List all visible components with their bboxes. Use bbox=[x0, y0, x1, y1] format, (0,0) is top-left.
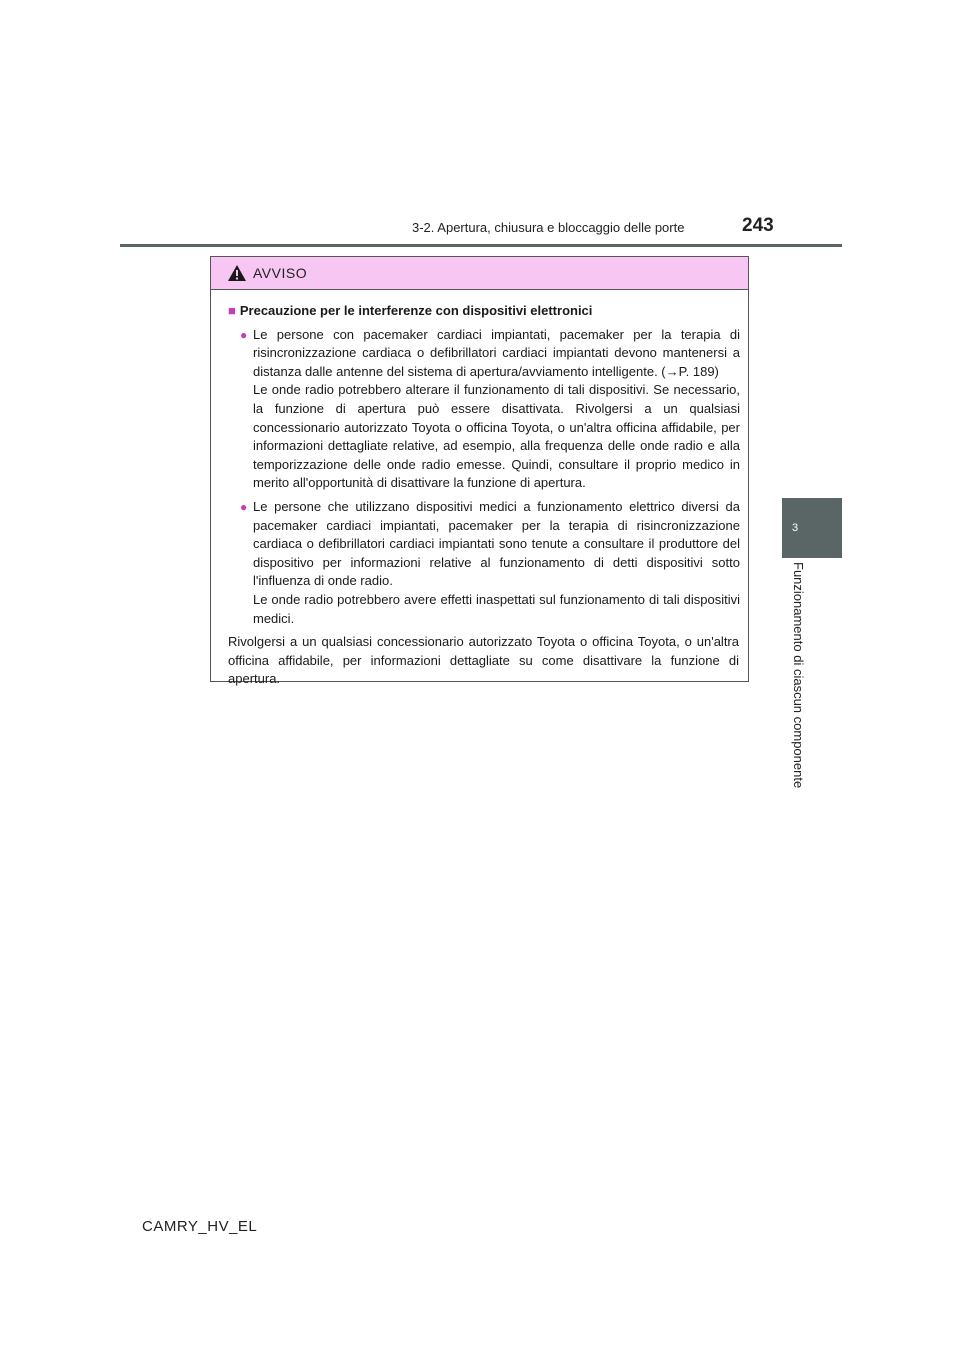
circle-bullet-icon: ● bbox=[240, 327, 248, 342]
bullet-text: Le onde radio potrebbero alterare il funzionamento di tali dispositivi. Se necessario, la funzione di apertura può essere disattivata. Rivolgersi a un qualsiasi concessionario autorizzato Toyota o officina Toyota, o un'altra officina affidabile, per informazioni dettagliate relative, ad esempio, alla frequenza delle onde radio e alla temporizzazione delle onde radio emesse. Quindi, consultare il proprio medico in merito all'opportunità di disattivare la funzione di apertura. bbox=[253, 382, 740, 491]
chapter-number: 3 bbox=[792, 522, 799, 534]
warning-triangle-icon bbox=[227, 264, 247, 282]
warning-body bbox=[211, 290, 748, 689]
model-code: CAMRY_HV_EL bbox=[142, 1218, 258, 1235]
bullet-text: Le onde radio potrebbero avere effetti inaspettati sul funzionamento di tali dispositivi medici. bbox=[253, 591, 740, 626]
header-divider bbox=[120, 244, 842, 247]
chapter-tab[interactable] bbox=[782, 498, 842, 558]
bullet-text: Le persone che utilizzano dispositivi medici a funzionamento elettrico diversi da pacemaker cardiaci impiantati, pacemaker per la terapia di risincronizzazione cardiaca o defibrillatori cardiaci impiantati sono tenute a consultare il produttore del dispositivo per informazioni relative al funzionamento di detti dispositivi sotto l'influenza di onde radio. bbox=[253, 498, 740, 589]
chapter-title: Funzionamento di ciascun componente bbox=[791, 562, 806, 789]
section-title: 3-2. Apertura, chiusura e bloccaggio delle porte bbox=[412, 220, 685, 235]
heading-text: Precauzione per le interferenze con dispositivi elettronici bbox=[239, 303, 593, 318]
square-bullet-icon: ■ bbox=[228, 303, 236, 318]
section-heading bbox=[228, 302, 740, 321]
list-item bbox=[240, 326, 740, 493]
list-item bbox=[240, 498, 740, 628]
closing-paragraph: Rivolgersi a un qualsiasi concessionario autorizzato Toyota o officina Toyota, o un'altra officina affidabile, per informazioni dettagliate su come disattivare la funzione di apertura. bbox=[228, 634, 739, 687]
warning-box bbox=[210, 256, 749, 687]
page-number: 243 bbox=[742, 215, 774, 236]
warning-header bbox=[211, 257, 748, 290]
circle-bullet-icon: ● bbox=[240, 499, 248, 514]
bullet-text: Le persone con pacemaker cardiaci impiantati, pacemaker per la terapia di risincronizzazione cardiaca o defibrillatori cardiaci impiantati devono mantenersi a distanza dalle antenne del sistema di apertura/avviamento intelligente. (→P. 189) bbox=[253, 326, 740, 379]
warning-title: AVVISO bbox=[253, 265, 308, 281]
